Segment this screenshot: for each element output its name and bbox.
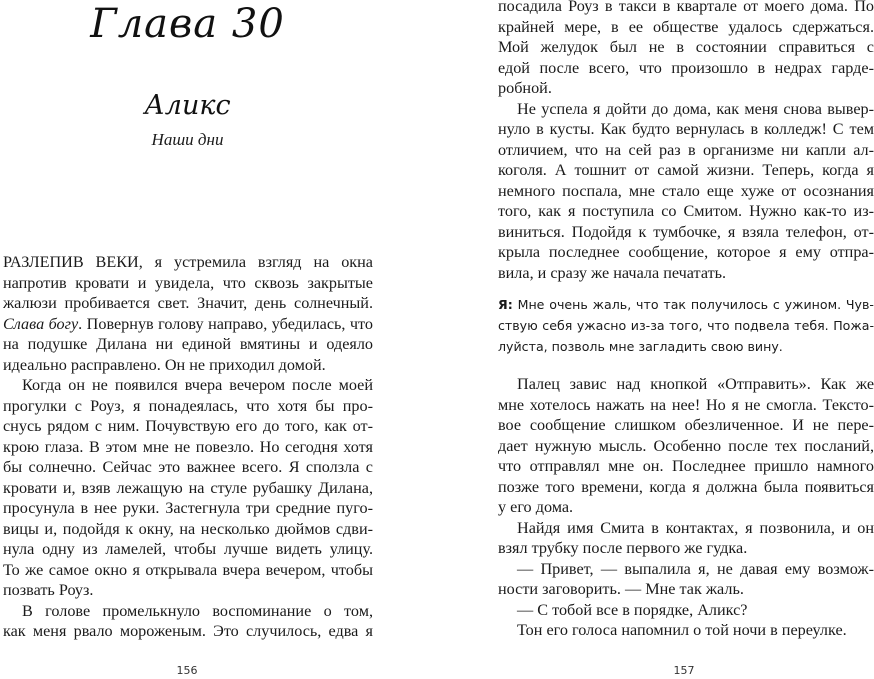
text-line: мне хотелось нажать на нее! Но я не смогла. Тексто- bbox=[498, 395, 874, 414]
italic-phrase: Слава богу bbox=[3, 314, 79, 333]
text-line: напротив кровати и увидела, что сквозь закрытые bbox=[3, 273, 373, 292]
chapter-title: Глава 30 bbox=[90, 1, 285, 47]
text-line: вое сообщение слишком обезличенное. И не пере- bbox=[498, 416, 874, 434]
text-line: нуло в кусты. Как будто вернулась в колледж! С тем bbox=[498, 120, 874, 138]
message-line: луйста, позволь мне загладить свою вину. bbox=[498, 339, 783, 354]
text-line: у его дома. bbox=[498, 498, 574, 516]
text-line: немного поспала, мне стало еще хуже от осознания bbox=[498, 181, 874, 200]
text-line: отличием, что на сей раз в организме ни капли ал- bbox=[498, 140, 874, 159]
message-line: ствую себя ужасно из-за того, что подвела тебя. Пожа- bbox=[498, 318, 874, 333]
text-line: Когда он не появился вчера вечером после моей bbox=[22, 376, 373, 394]
message-sender: Я: bbox=[498, 297, 513, 312]
text-line: кровати и, взяв лежащую на стуле рубашку Дилана, bbox=[3, 478, 373, 497]
text-message bbox=[498, 294, 874, 357]
text-line: Найдя имя Смита в контактах, я позвонила, и он bbox=[517, 518, 874, 537]
pov-character-name: Аликс bbox=[144, 90, 231, 121]
text-line: просунула в нее руки. Застегнула три средние пуго- bbox=[3, 499, 373, 517]
text-line: посадила Роуз в такси в квартале от моего дома. По bbox=[498, 0, 874, 15]
page-number: 156 bbox=[176, 664, 198, 677]
text-line: РАЗЛЕПИВ ВЕКИ, я устремила взгляд на окна bbox=[3, 253, 373, 271]
text-line: Мой желудок был не в состоянии справиться с bbox=[498, 38, 874, 56]
text-line: бы солнечно. Сейчас это важнее всего. Я сползла с bbox=[3, 458, 373, 476]
text-line: снусь рядом с ним. Почувствую его до того, как от- bbox=[3, 417, 373, 435]
message-text: Мне очень жаль, что так получилось с ужином. Чув- bbox=[517, 297, 874, 312]
text-line: — Привет, — выпалила я, не давая ему возмож- bbox=[517, 559, 874, 578]
text-line: ности заговорить. — Мне так жаль. bbox=[498, 580, 744, 598]
text-line: крыла последнее сообщение, которое я ему отпра- bbox=[498, 243, 874, 261]
text-line: В голове промелькнуло воспоминание о том, bbox=[22, 601, 373, 620]
text-line: дает нужную мысль. Особенно после тех посланий, bbox=[498, 436, 874, 455]
text-line: Не успела я дойти до дома, как меня снова вывер- bbox=[517, 99, 874, 118]
text-line: на подушке Дилана ни единой вмятины и одеяло bbox=[3, 335, 373, 353]
text-line: вила, и сразу же начала печатать. bbox=[498, 263, 727, 282]
text-line: позвать Роуз. bbox=[3, 581, 94, 599]
text-line: идеально расправлено. Он не приходил домой. bbox=[3, 355, 326, 374]
text-fragment: . Повернув голову направо, убедилась, что bbox=[78, 314, 373, 333]
message-line bbox=[498, 294, 874, 315]
text-line: То же самое окно я открывала вчера вечером, чтобы bbox=[3, 560, 373, 579]
text-line: вицы и, подойдя к окну, на несколько дюймов сдви- bbox=[3, 519, 373, 538]
text-line: прогулки с Роуз, я понадеялась, что хотя бы про- bbox=[3, 396, 373, 415]
page-number: 157 bbox=[673, 664, 695, 677]
text-line: что отправлял мне он. Последнее пришло намного bbox=[498, 457, 874, 475]
text-line: Тон его голоса напомнил о той ночи в переулке. bbox=[517, 621, 847, 639]
right-page-body-bottom bbox=[498, 374, 874, 641]
text-line: взял трубку после первого же гудка. bbox=[498, 539, 748, 557]
text-line: крайней мере, в ее обществе удалось сдержаться. bbox=[498, 17, 874, 36]
text-line: крою глаза. В этом мне не повезло. Но сегодня хотя bbox=[3, 437, 373, 456]
text-line: жалюзи пробивается свет. Значит, день солнечный. bbox=[3, 294, 373, 312]
text-line: как меня рвало мороженым. Это случилось, едва я bbox=[3, 622, 373, 640]
text-line: — С тобой все в порядке, Аликс? bbox=[517, 600, 748, 619]
text-line: Палец завис над кнопкой «Отправить». Как же bbox=[517, 375, 874, 393]
text-line: позже того времени, когда я должна была появиться bbox=[498, 477, 874, 496]
text-line: едой после всего, что произошло в недрах гарде- bbox=[498, 58, 874, 77]
text-line: виниться. Подойдя к тумбочке, я взяла телефон, от- bbox=[498, 222, 874, 241]
right-page-body-top bbox=[498, 0, 874, 283]
text-line: робной. bbox=[498, 79, 552, 97]
text-line: того, как я поступила со Смитом. Нужно как-то из- bbox=[498, 202, 874, 220]
text-line: коголя. А тошнит от самой жизни. Теперь, когда я bbox=[498, 161, 874, 179]
text-line: нула одну из ламелей, чтобы лучше видеть улицу. bbox=[3, 540, 373, 558]
pov-timeframe: Наши дни bbox=[151, 130, 224, 149]
